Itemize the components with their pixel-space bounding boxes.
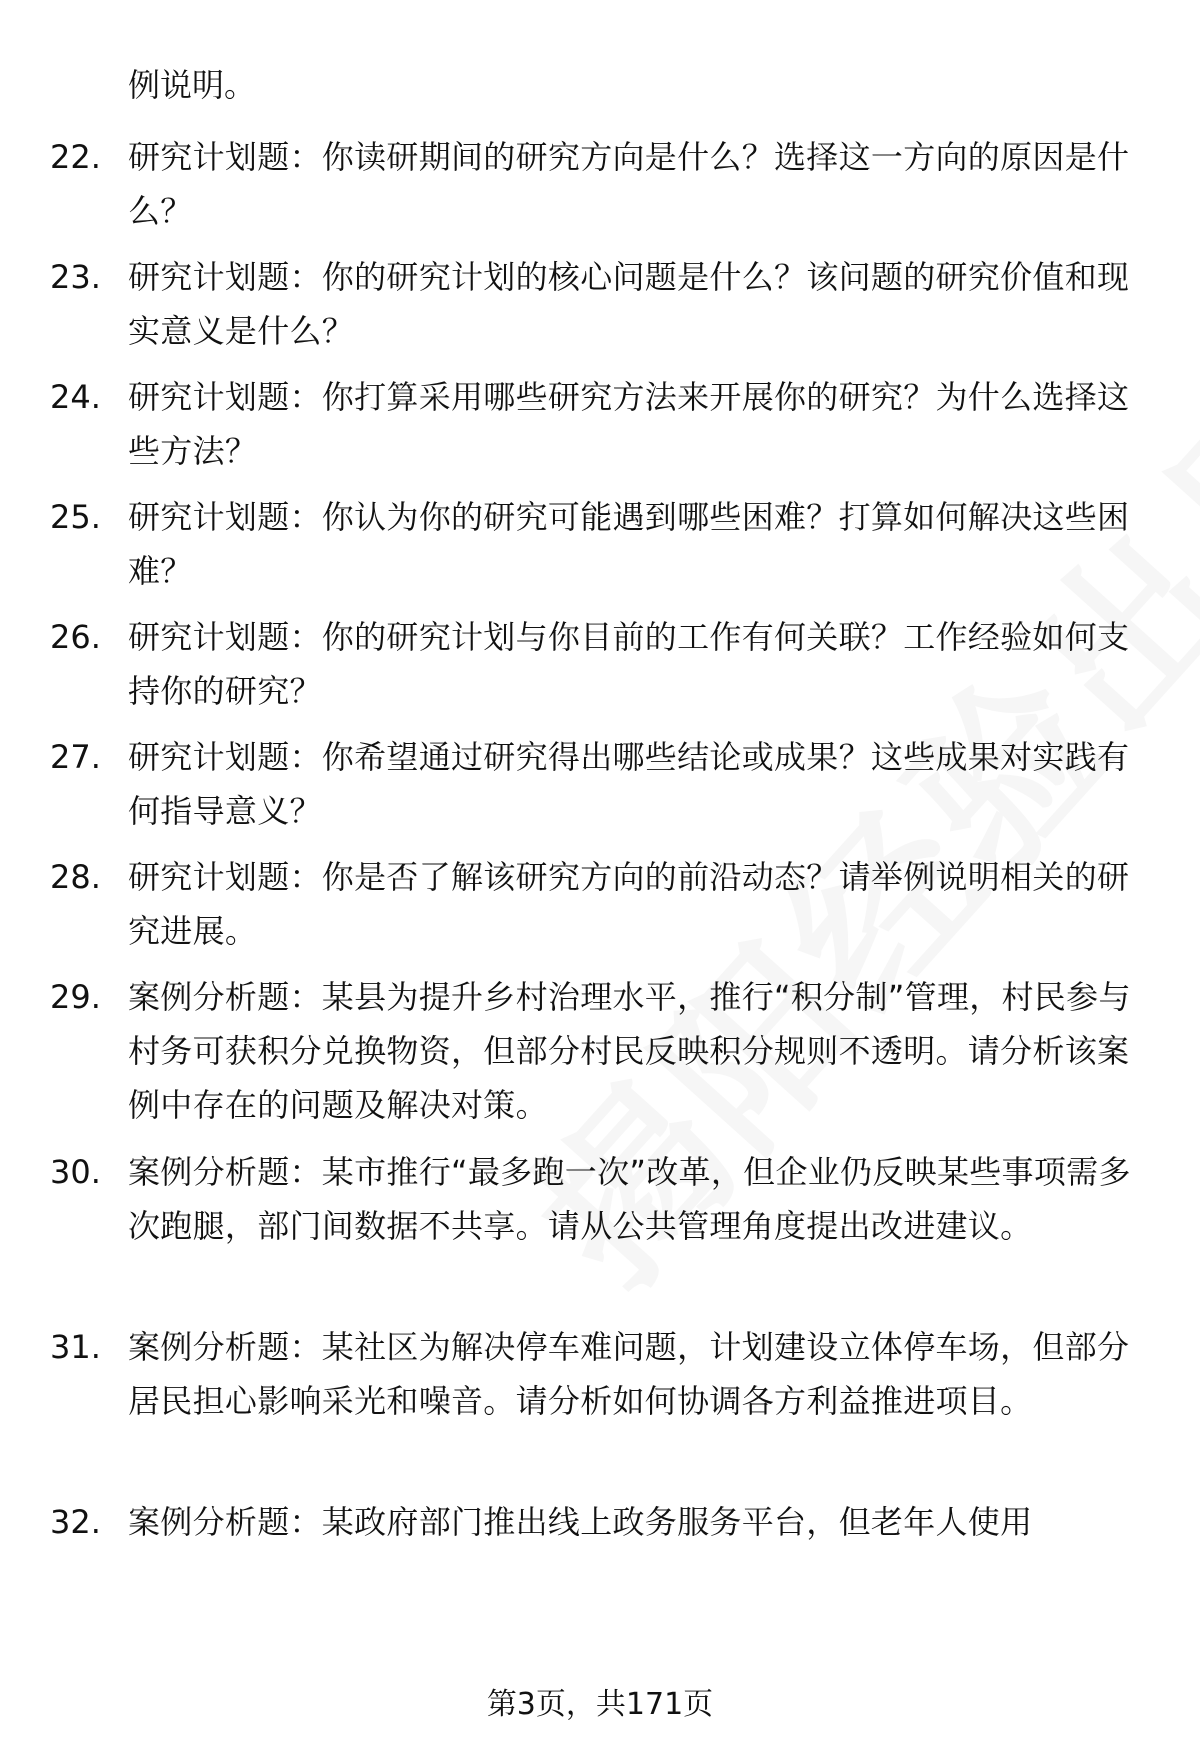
item-text: 案例分析题：某政府部门推出线上政务服务平台，但老年人使用 [128, 1503, 1033, 1541]
item-text: 研究计划题：你的研究计划的核心问题是什么？该问题的研究价值和现实意义是什么？ [128, 258, 1130, 350]
item-number: 25. [50, 498, 101, 536]
item-text: 案例分析题：某县为提升乡村治理水平，推行“积分制”管理，村民参与村务可获积分兑换物资，但部分村民反映积分规则不透明。请分析该案例中存在的问题及解决对策。 [128, 978, 1131, 1124]
item-number: 32. [50, 1503, 101, 1541]
item-text: 研究计划题：你读研期间的研究方向是什么？选择这一方向的原因是什么？ [128, 138, 1130, 230]
item-number: 29. [50, 978, 101, 1016]
item-number: 23. [50, 258, 101, 296]
item-number: 31. [50, 1328, 101, 1366]
item-number: 26. [50, 618, 101, 656]
item-number: 30. [50, 1153, 101, 1191]
item-number: 24. [50, 378, 101, 416]
item-text: 研究计划题：你是否了解该研究方向的前沿动态？请举例说明相关的研究进展。 [128, 858, 1130, 950]
item-text: 案例分析题：某市推行“最多跑一次”改革，但企业仍反映某些事项需多次跑腿，部门间数据不共享。请从公共管理角度提出改进建议。 [128, 1153, 1131, 1245]
item-text: 案例分析题：某社区为解决停车难问题，计划建设立体停车场，但部分居民担心影响采光和噪音。请分析如何协调各方利益推进项目。 [128, 1328, 1130, 1420]
item-number: 27. [50, 738, 101, 776]
continuation-text: 例说明。 [128, 66, 257, 104]
item-text: 研究计划题：你认为你的研究可能遇到哪些困难？打算如何解决这些困难？ [128, 498, 1130, 590]
item-number: 22. [50, 138, 101, 176]
item-text: 研究计划题：你希望通过研究得出哪些结论或成果？这些成果对实践有何指导意义？ [128, 738, 1130, 830]
item-text: 研究计划题：你打算采用哪些研究方法来开展你的研究？为什么选择这些方法？ [128, 378, 1130, 470]
page-footer: 第3页，共171页 [486, 1687, 714, 1722]
item-text: 研究计划题：你的研究计划与你目前的工作有何关联？工作经验如何支持你的研究？ [128, 618, 1130, 710]
item-number: 28. [50, 858, 101, 896]
